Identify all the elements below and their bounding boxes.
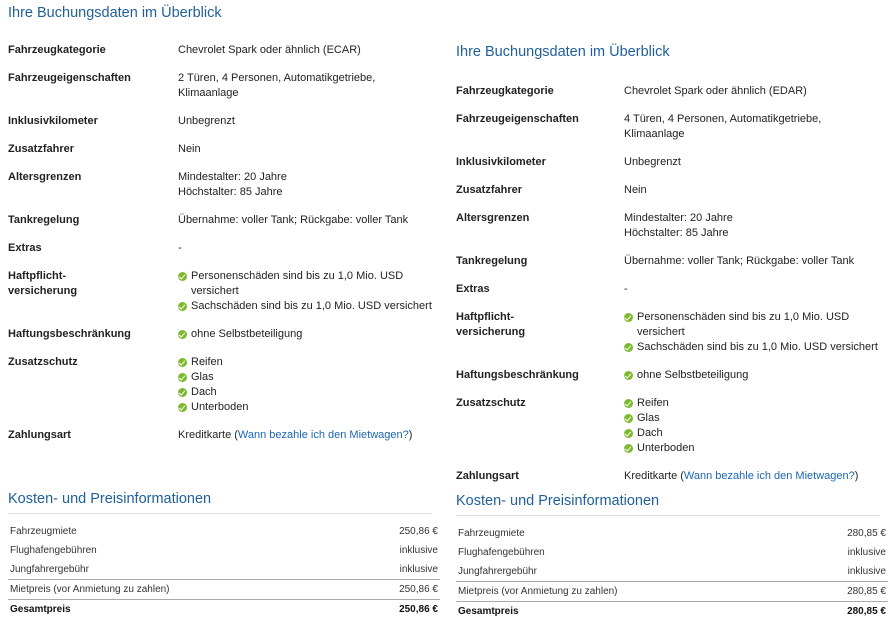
row-vehicle-category: [8, 43, 440, 58]
cost-table: [8, 522, 440, 619]
check-icon: [178, 272, 187, 281]
row-included-km: [456, 155, 888, 170]
value: [624, 368, 888, 383]
protection-text: Reifen: [191, 356, 223, 368]
row-vehicle-properties: [456, 112, 888, 142]
value-line: Mindestalter: 20 Jahre: [624, 212, 733, 224]
value: [624, 112, 888, 142]
protection-item: [178, 385, 440, 400]
value: Übernahme: voller Tank; Rückgabe: voller Tank: [624, 255, 855, 267]
protection-item: [178, 355, 440, 370]
label: Haftungsbeschränkung: [8, 328, 131, 340]
cost-amount: 280,85 €: [798, 582, 888, 602]
value: Nein: [624, 184, 647, 196]
coverage-item: [624, 368, 888, 383]
row-included-km: [8, 114, 440, 129]
cost-title: Kosten- und Preisinformationen: [8, 491, 432, 514]
cost-label: Flughafengebühren: [10, 545, 97, 556]
protection-text: Glas: [637, 412, 660, 424]
value: [624, 211, 888, 241]
label: Extras: [8, 242, 42, 254]
value: [624, 469, 888, 484]
row-age-limits: [8, 170, 440, 200]
label: Haftungsbeschränkung: [456, 369, 579, 381]
row-liability-limit: [456, 368, 888, 383]
coverage-item: [178, 299, 440, 314]
value-line: Klimaanlage: [178, 87, 239, 99]
label: Fahrzeugeigenschaften: [456, 113, 579, 125]
cost-amount: 280,85 €: [847, 528, 886, 539]
label: [456, 310, 624, 355]
protection-text: Reifen: [637, 397, 669, 409]
value: [624, 310, 888, 355]
label: Inklusivkilometer: [8, 115, 98, 127]
payment-info-link[interactable]: Wann bezahle ich den Mietwagen?: [237, 429, 409, 441]
row-extras: [456, 282, 888, 297]
value: Übernahme: voller Tank; Rückgabe: voller Tank: [178, 214, 409, 226]
protection-item: [624, 411, 888, 426]
row-vehicle-category: [456, 84, 888, 99]
row-fuel-policy: [8, 213, 440, 228]
row-liability-insurance: [8, 269, 440, 314]
label: Extras: [456, 283, 490, 295]
value: [178, 428, 440, 443]
payment-info-link[interactable]: Wann bezahle ich den Mietwagen?: [683, 470, 855, 482]
coverage-text: ohne Selbstbeteiligung: [191, 328, 303, 340]
cost-row: [8, 560, 440, 580]
cost-amount: 250,86 €: [399, 526, 438, 537]
row-payment-method: [456, 469, 888, 484]
check-icon: [624, 343, 633, 352]
payment-text: Kreditkarte (: [178, 429, 238, 441]
cost-row: [456, 524, 888, 543]
coverage-item: [624, 310, 888, 340]
value-line: 4 Türen, 4 Personen, Automatikgetriebe,: [624, 113, 822, 125]
cost-title: Kosten- und Preisinformationen: [456, 493, 880, 516]
label: Zusatzschutz: [456, 397, 526, 409]
value: -: [624, 283, 628, 295]
check-icon: [178, 302, 187, 311]
row-payment-method: [8, 428, 440, 443]
protection-text: Dach: [637, 427, 663, 439]
check-icon: [624, 313, 633, 322]
protection-item: [624, 396, 888, 411]
cost-label: Flughafengebühren: [458, 547, 545, 558]
label: Fahrzeugeigenschaften: [8, 72, 131, 84]
check-icon: [178, 403, 187, 412]
label-line: Haftpflicht-: [8, 270, 67, 282]
cost-label: Mietpreis (vor Anmietung zu zahlen): [456, 582, 798, 602]
value: [178, 355, 440, 415]
label: Zusatzschutz: [8, 356, 78, 368]
cost-amount: inklusive: [847, 566, 886, 577]
label: Altersgrenzen: [8, 171, 82, 183]
cost-amount: inklusive: [399, 545, 438, 556]
cost-label: Jungfahrergebühr: [458, 566, 537, 577]
protection-text: Dach: [191, 386, 217, 398]
cost-row-total: [8, 600, 440, 620]
protection-text: Unterboden: [191, 401, 249, 413]
cost-table: [456, 524, 888, 621]
value-line: Klimaanlage: [624, 128, 685, 140]
check-icon: [624, 429, 633, 438]
value-line: Höchstalter: 85 Jahre: [624, 227, 729, 239]
booking-details: [8, 43, 440, 456]
value: -: [178, 242, 182, 254]
check-icon: [178, 388, 187, 397]
label: Inklusivkilometer: [456, 156, 546, 168]
protection-text: Unterboden: [637, 442, 695, 454]
label: Fahrzeugkategorie: [8, 44, 106, 56]
value-line: 2 Türen, 4 Personen, Automatikgetriebe,: [178, 72, 376, 84]
value-line: versichert: [191, 285, 239, 297]
total-label: Gesamtpreis: [8, 600, 350, 620]
label: Fahrzeugkategorie: [456, 85, 554, 97]
booking-details: [456, 84, 888, 497]
protection-item: [624, 426, 888, 441]
coverage-item: [178, 269, 440, 299]
row-liability-insurance: [456, 310, 888, 355]
row-additional-driver: [8, 142, 440, 157]
check-icon: [178, 330, 187, 339]
coverage-text: Sachschäden sind bis zu 1,0 Mio. USD versichert: [637, 341, 878, 353]
cost-amount: inklusive: [847, 547, 886, 558]
label: Zahlungsart: [456, 470, 519, 482]
value: Chevrolet Spark oder ähnlich (ECAR): [178, 44, 361, 56]
cost-row: [456, 543, 888, 562]
total-label: Gesamtpreis: [456, 602, 798, 622]
value: [178, 71, 440, 101]
protection-item: [178, 400, 440, 415]
protection-item: [624, 441, 888, 456]
total-amount: 250,86 €: [350, 600, 440, 620]
cost-amount: 250,86 €: [350, 580, 440, 600]
value-line: Personenschäden sind bis zu 1,0 Mio. USD: [637, 311, 850, 323]
check-icon: [178, 358, 187, 367]
label: Altersgrenzen: [456, 212, 530, 224]
value: [178, 269, 440, 314]
total-amount: 280,85 €: [798, 602, 888, 622]
check-icon: [624, 414, 633, 423]
label: Zahlungsart: [8, 429, 71, 441]
cost-label: Fahrzeugmiete: [458, 528, 525, 539]
value-line: versichert: [637, 326, 685, 338]
cost-label: Jungfahrergebühr: [10, 564, 89, 575]
value: [624, 396, 888, 456]
coverage-text: [637, 310, 849, 340]
payment-text-close: ): [854, 470, 859, 482]
label: Tankregelung: [8, 214, 80, 226]
coverage-text: ohne Selbstbeteiligung: [637, 369, 749, 381]
coverage-item: [624, 340, 888, 355]
booking-title: Ihre Buchungsdaten im Überblick: [456, 44, 670, 60]
payment-text: Kreditkarte (: [624, 470, 684, 482]
row-liability-limit: [8, 327, 440, 342]
protection-item: [178, 370, 440, 385]
value: Chevrolet Spark oder ähnlich (EDAR): [624, 85, 807, 97]
cost-row-rental-price: [456, 582, 888, 602]
value: Nein: [178, 143, 201, 155]
check-icon: [624, 444, 633, 453]
coverage-item: [178, 327, 440, 342]
check-icon: [624, 371, 633, 380]
cost-row: [8, 541, 440, 560]
check-icon: [178, 373, 187, 382]
payment-text-close: ): [408, 429, 413, 441]
label-line: versicherung: [456, 326, 526, 338]
cost-row: [456, 562, 888, 582]
label: [8, 269, 178, 314]
value: Unbegrenzt: [624, 156, 681, 168]
cost-amount: inklusive: [399, 564, 438, 575]
label: Zusatzfahrer: [8, 143, 75, 155]
cost-label: Fahrzeugmiete: [10, 526, 77, 537]
row-extra-protection: [456, 396, 888, 456]
check-icon: [624, 399, 633, 408]
label-line: Haftpflicht-: [456, 311, 515, 323]
value: [178, 327, 440, 342]
label: Tankregelung: [456, 255, 528, 267]
booking-title: Ihre Buchungsdaten im Überblick: [8, 5, 222, 21]
value: Unbegrenzt: [178, 115, 235, 127]
value: [178, 170, 440, 200]
value-line: Mindestalter: 20 Jahre: [178, 171, 287, 183]
coverage-text: Sachschäden sind bis zu 1,0 Mio. USD versichert: [191, 300, 432, 312]
value-line: Höchstalter: 85 Jahre: [178, 186, 283, 198]
cost-row-total: [456, 602, 888, 622]
cost-row-rental-price: [8, 580, 440, 600]
row-extra-protection: [8, 355, 440, 415]
label-line: versicherung: [8, 285, 78, 297]
row-extras: [8, 241, 440, 256]
protection-text: Glas: [191, 371, 214, 383]
coverage-text: [191, 269, 403, 299]
row-age-limits: [456, 211, 888, 241]
label: Zusatzfahrer: [456, 184, 523, 196]
value-line: Personenschäden sind bis zu 1,0 Mio. USD: [191, 270, 404, 282]
row-additional-driver: [456, 183, 888, 198]
cost-row: [8, 522, 440, 541]
row-vehicle-properties: [8, 71, 440, 101]
cost-label: Mietpreis (vor Anmietung zu zahlen): [8, 580, 350, 600]
row-fuel-policy: [456, 254, 888, 269]
